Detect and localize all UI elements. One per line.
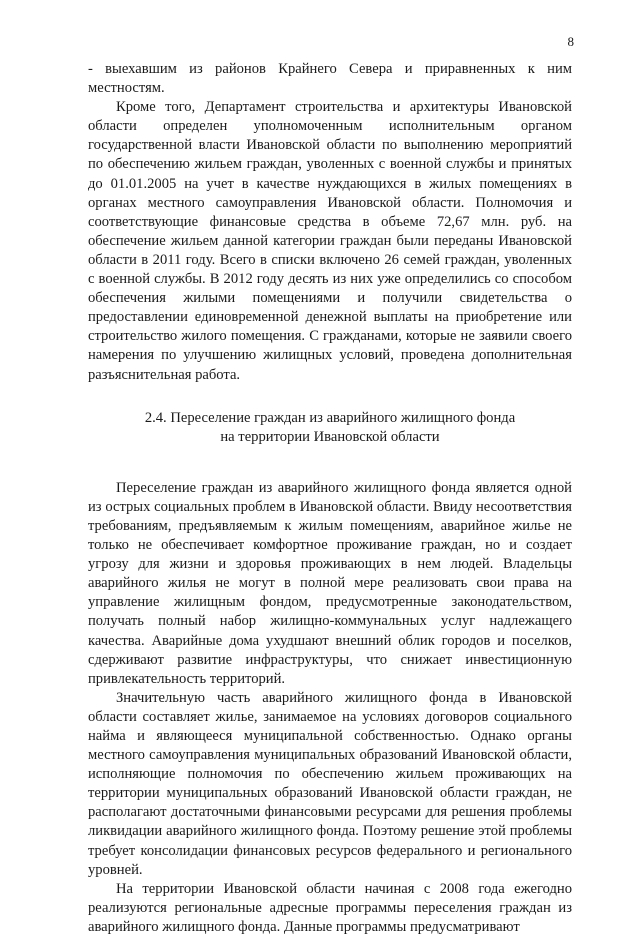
section-heading-line: 2.4. Переселение граждан из аварийного жилищного фонда xyxy=(144,409,516,426)
section-heading xyxy=(88,409,572,447)
paragraph: На территории Ивановской области начиная с 2008 года ежегодно реализуются региональные адресные программы переселения граждан из аварийного жилищного фонда. Данные программы предусматривают xyxy=(88,880,572,935)
page-number: 8 xyxy=(567,34,574,49)
document-body xyxy=(88,60,572,937)
paragraph: - выехавшим из районов Крайнего Севера и приравненных к ним местностям. xyxy=(88,61,572,97)
section-heading-line: на территории Ивановской области xyxy=(220,428,440,445)
paragraph: Переселение граждан из аварийного жилищного фонда является одной из острых социальных проблем в Ивановской области. Ввиду несоответствия требованиям, предъявляемым к жилым помещениям, аварийное жилье не только не обеспечивает комфортное проживание граждан, но и создает угрозу для жизни и здоровья проживающих в нем людей. Владельцы аварийного жилья не могут в полной мере реализовать свои права на управление жилищным фондом, предусмотренные законодательством, получать полный набор жилищно-коммунальных услуг надлежащего качества. Аварийные дома ухудшают внешний облик городов и поселков, сдерживают развитие инфраструктуры, что снижает инвестиционную привлекательность территорий. xyxy=(88,479,572,687)
paragraph: Значительную часть аварийного жилищного фонда в Ивановской области составляет жилье, занимаемое на условиях договоров социального найма и являющееся муниципальной собственностью. Однако органы местного самоуправления муниципальных образований Ивановской области, исполняющие полномочия по обеспечению жильем проживающих на территории муниципальных образований Ивановской области граждан, не располагают достаточными финансовыми ресурсами для решения проблемы ликвидации аварийного жилищного фонда. Поэтому решение этой проблемы требует консолидации финансовых ресурсов федерального и регионального уровней. xyxy=(88,689,572,878)
paragraph: Кроме того, Департамент строительства и архитектуры Ивановской области определен уполномоченным исполнительным органом государственной власти Ивановской области по выполнению мероприятий по обеспечению жильем граждан, уволенных с военной службы и принятых до 01.01.2005 на учет в качестве нуждающихся в жилых помещениях в органах местного самоуправления Ивановской области. Полномочия и соответствующие финансовые средства в объеме 72,67 млн. руб. на обеспечение жильем данной категории граждан были переданы Ивановской области в 2011 году. Всего в списки включено 26 семей граждан, уволенных с военной службы. В 2012 году десять из них уже определились со способом обеспечения жилыми помещениями и получили свидетельства о предоставлении единовременной денежной выплаты на приобретение или строительство жилого помещения. С гражданами, которые не заявили своего намерения по улучшению жилищных условий, проведена дополнительная разъяснительная работа. xyxy=(88,99,572,383)
